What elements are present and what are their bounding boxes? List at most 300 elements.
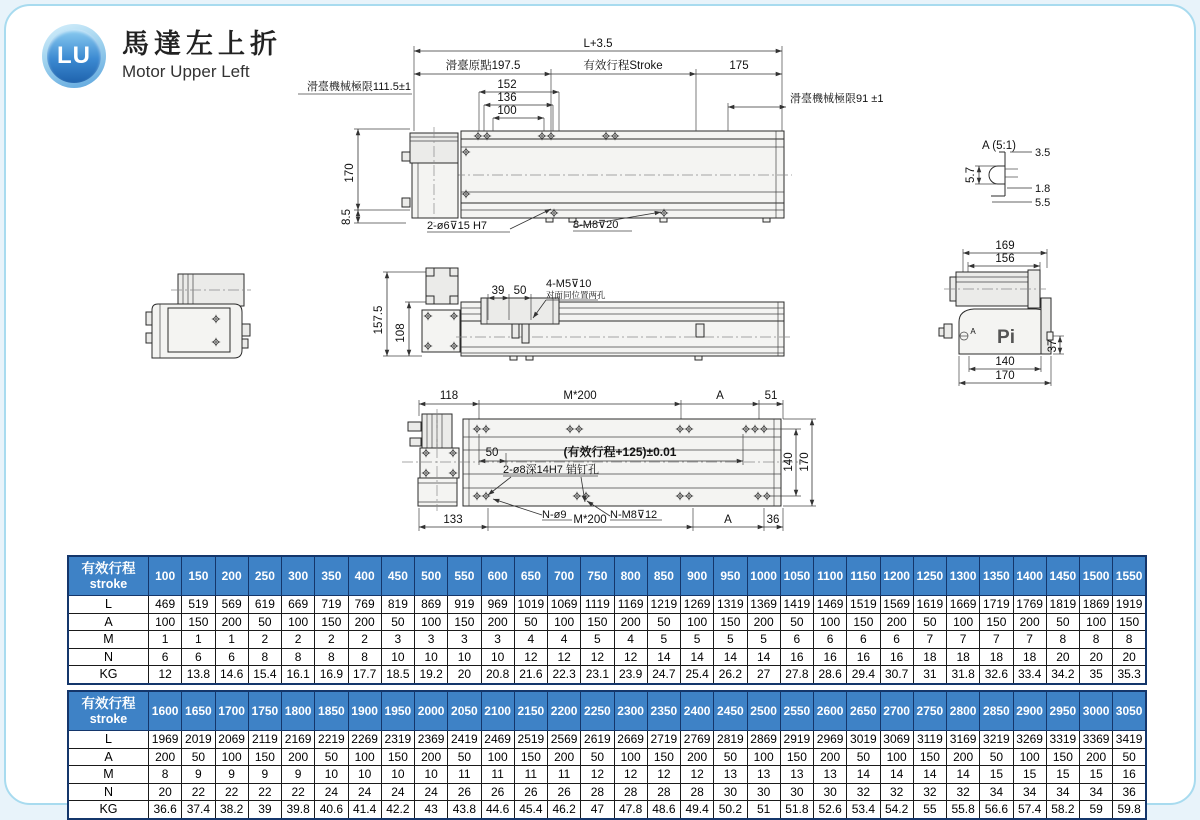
dim-152: 152 bbox=[497, 79, 517, 91]
table-cell: 2 bbox=[348, 631, 381, 649]
table-cell: 100 bbox=[880, 748, 913, 766]
front-view bbox=[298, 38, 883, 232]
column-header: 2150 bbox=[514, 691, 547, 731]
table-cell: 32.6 bbox=[980, 666, 1013, 684]
page-panel bbox=[4, 4, 1196, 817]
dim-stroke: 有效行程Stroke bbox=[583, 60, 663, 72]
table-cell: 24 bbox=[348, 783, 381, 801]
table-cell: 34 bbox=[1046, 783, 1079, 801]
table-cell: 2169 bbox=[282, 731, 315, 749]
table-cell: 32 bbox=[847, 783, 880, 801]
table-cell: 100 bbox=[614, 748, 647, 766]
label-nm8-holes: N-M8⊽12 bbox=[610, 509, 658, 521]
table-cell: 26 bbox=[548, 783, 581, 801]
table-cell: 27 bbox=[747, 666, 780, 684]
plan-view bbox=[402, 390, 816, 531]
table-cell: 46.2 bbox=[548, 801, 581, 819]
table-cell: 2819 bbox=[714, 731, 747, 749]
dim-51: 51 bbox=[764, 390, 778, 402]
table-cell: 20 bbox=[1046, 648, 1079, 666]
table-cell: 1 bbox=[182, 631, 215, 649]
table-cell: 200 bbox=[1080, 748, 1113, 766]
dim-156: 156 bbox=[995, 253, 1015, 265]
table-cell: 51.8 bbox=[780, 801, 813, 819]
column-header: 450 bbox=[381, 556, 414, 596]
detail-a-view bbox=[965, 140, 1050, 209]
column-header: 1250 bbox=[913, 556, 946, 596]
table-cell: 200 bbox=[947, 748, 980, 766]
table-cell: 1369 bbox=[747, 596, 780, 614]
table-cell: 1669 bbox=[947, 596, 980, 614]
table-cell: 150 bbox=[780, 748, 813, 766]
table-cell: 100 bbox=[481, 748, 514, 766]
table-row bbox=[68, 631, 1146, 649]
column-header: 2700 bbox=[880, 691, 913, 731]
row-label: N bbox=[68, 648, 149, 666]
table-cell: 200 bbox=[282, 748, 315, 766]
row-label: M bbox=[68, 766, 149, 784]
table-cell: 4 bbox=[548, 631, 581, 649]
table-cell: 39 bbox=[248, 801, 281, 819]
table-cell: 8 bbox=[149, 766, 182, 784]
dim-100: 100 bbox=[497, 105, 517, 117]
stroke-table-2 bbox=[67, 690, 1147, 820]
table-cell: 12 bbox=[614, 648, 647, 666]
row-label: N bbox=[68, 783, 149, 801]
dim-157-5: 157.5 bbox=[373, 305, 385, 335]
table-cell: 100 bbox=[215, 748, 248, 766]
table-cell: 34 bbox=[1013, 783, 1046, 801]
table-cell: 37.4 bbox=[182, 801, 215, 819]
table-cell: 20 bbox=[448, 666, 481, 684]
page-title: 馬達左上折 bbox=[122, 29, 282, 60]
table-cell: 3 bbox=[415, 631, 448, 649]
table-cell: 3219 bbox=[980, 731, 1013, 749]
column-header: 2450 bbox=[714, 691, 747, 731]
table-cell: 20.8 bbox=[481, 666, 514, 684]
table-cell: 100 bbox=[747, 748, 780, 766]
column-header: 3000 bbox=[1080, 691, 1113, 731]
column-header: 2650 bbox=[847, 691, 880, 731]
table-cell: 23.1 bbox=[581, 666, 614, 684]
table-cell: 9 bbox=[182, 766, 215, 784]
table-cell: 34.2 bbox=[1046, 666, 1079, 684]
table-cell: 39.8 bbox=[282, 801, 315, 819]
column-header: 2050 bbox=[448, 691, 481, 731]
table-cell: 5 bbox=[747, 631, 780, 649]
table-cell: 10 bbox=[315, 766, 348, 784]
table-cell: 20 bbox=[1080, 648, 1113, 666]
column-header: 1600 bbox=[149, 691, 182, 731]
table-cell: 28.6 bbox=[814, 666, 847, 684]
table-cell: 200 bbox=[348, 613, 381, 631]
table-cell: 22 bbox=[182, 783, 215, 801]
table-row bbox=[68, 748, 1146, 766]
table-cell: 3369 bbox=[1080, 731, 1113, 749]
table-cell: 150 bbox=[448, 613, 481, 631]
dim-stroke-tolerance: (有效行程+125)±0.01 bbox=[563, 445, 677, 459]
row-label: A bbox=[68, 748, 149, 766]
column-header: 1950 bbox=[381, 691, 414, 731]
table-cell: 719 bbox=[315, 596, 348, 614]
column-header: 2750 bbox=[913, 691, 946, 731]
table-cell: 8 bbox=[248, 648, 281, 666]
table-cell: 1719 bbox=[980, 596, 1013, 614]
table-cell: 1069 bbox=[548, 596, 581, 614]
dim-50-side: 50 bbox=[513, 285, 527, 297]
table-cell: 50.2 bbox=[714, 801, 747, 819]
detail-dim-3-5: 3.5 bbox=[1035, 147, 1051, 159]
table-cell: 2069 bbox=[215, 731, 248, 749]
column-header: 2900 bbox=[1013, 691, 1046, 731]
column-header: 1800 bbox=[282, 691, 315, 731]
table-cell: 15.4 bbox=[248, 666, 281, 684]
table-cell: 50 bbox=[381, 613, 414, 631]
column-header: 2200 bbox=[548, 691, 581, 731]
table-row bbox=[68, 766, 1146, 784]
table-cell: 50 bbox=[647, 613, 680, 631]
table-cell: 16 bbox=[1113, 766, 1146, 784]
column-header: 1300 bbox=[947, 556, 980, 596]
table-cell: 100 bbox=[681, 613, 714, 631]
table-cell: 33.4 bbox=[1013, 666, 1046, 684]
table-cell: 24 bbox=[315, 783, 348, 801]
table-cell: 35 bbox=[1080, 666, 1113, 684]
dim-133: 133 bbox=[443, 514, 463, 526]
table-cell: 30 bbox=[814, 783, 847, 801]
table-cell: 2 bbox=[248, 631, 281, 649]
table-row bbox=[68, 801, 1146, 819]
table-cell: 36.6 bbox=[149, 801, 182, 819]
column-header: 2500 bbox=[747, 691, 780, 731]
table-cell: 1519 bbox=[847, 596, 880, 614]
column-header: 250 bbox=[248, 556, 281, 596]
table-cell: 1169 bbox=[614, 596, 647, 614]
table-row bbox=[68, 596, 1146, 614]
table-cell: 44.6 bbox=[481, 801, 514, 819]
table-cell: 8 bbox=[348, 648, 381, 666]
table-cell: 8 bbox=[1046, 631, 1079, 649]
table-cell: 59.8 bbox=[1113, 801, 1146, 819]
column-header: 2350 bbox=[647, 691, 680, 731]
table-cell: 16.1 bbox=[282, 666, 315, 684]
label-m5-holes: 4-M5⊽10 bbox=[546, 278, 592, 290]
stroke-table-1 bbox=[67, 555, 1147, 685]
table-cell: 6 bbox=[814, 631, 847, 649]
table-cell: 36 bbox=[1113, 783, 1146, 801]
table-cell: 25.4 bbox=[681, 666, 714, 684]
table-cell: 18 bbox=[980, 648, 1013, 666]
table-cell: 2719 bbox=[647, 731, 680, 749]
table-cell: 1769 bbox=[1013, 596, 1046, 614]
table-cell: 28 bbox=[614, 783, 647, 801]
table-cell: 150 bbox=[1046, 748, 1079, 766]
table-cell: 200 bbox=[548, 748, 581, 766]
table-cell: 43 bbox=[415, 801, 448, 819]
table-cell: 22.3 bbox=[548, 666, 581, 684]
table-cell: 2 bbox=[282, 631, 315, 649]
table-cell: 50 bbox=[847, 748, 880, 766]
table-cell: 200 bbox=[215, 613, 248, 631]
table-cell: 23.9 bbox=[614, 666, 647, 684]
table-cell: 16 bbox=[880, 648, 913, 666]
table-cell: 4 bbox=[514, 631, 547, 649]
column-header: 1400 bbox=[1013, 556, 1046, 596]
table-cell: 150 bbox=[647, 748, 680, 766]
column-header: 1500 bbox=[1080, 556, 1113, 596]
table-cell: 9 bbox=[282, 766, 315, 784]
dim-170-end: 170 bbox=[995, 370, 1015, 382]
table-cell: 1319 bbox=[714, 596, 747, 614]
table-cell: 54.2 bbox=[880, 801, 913, 819]
dim-8-5: 8.5 bbox=[341, 209, 353, 225]
table-cell: 200 bbox=[880, 613, 913, 631]
column-header: 1000 bbox=[747, 556, 780, 596]
table-cell: 57.4 bbox=[1013, 801, 1046, 819]
table-cell: 11 bbox=[481, 766, 514, 784]
label-m5-note: 对面同位置两孔 bbox=[546, 290, 606, 300]
table-cell: 15 bbox=[980, 766, 1013, 784]
detail-dim-1-8: 1.8 bbox=[1035, 183, 1051, 195]
table-cell: 10 bbox=[481, 648, 514, 666]
table-cell: 150 bbox=[1113, 613, 1146, 631]
table-cell: 5 bbox=[681, 631, 714, 649]
table-cell: 14 bbox=[847, 766, 880, 784]
column-header: 950 bbox=[714, 556, 747, 596]
column-header: 150 bbox=[182, 556, 215, 596]
table-cell: 24 bbox=[415, 783, 448, 801]
table-cell: 10 bbox=[381, 648, 414, 666]
table-cell: 16 bbox=[847, 648, 880, 666]
table-cell: 18.5 bbox=[381, 666, 414, 684]
table-cell: 469 bbox=[149, 596, 182, 614]
table-cell: 3269 bbox=[1013, 731, 1046, 749]
table-cell: 100 bbox=[282, 613, 315, 631]
table-cell: 14 bbox=[647, 648, 680, 666]
table-cell: 10 bbox=[415, 648, 448, 666]
dim-39: 39 bbox=[491, 285, 505, 297]
table-cell: 100 bbox=[348, 748, 381, 766]
table-cell: 50 bbox=[980, 748, 1013, 766]
table-cell: 100 bbox=[1013, 748, 1046, 766]
table-cell: 55 bbox=[913, 801, 946, 819]
table-cell: 14 bbox=[913, 766, 946, 784]
table-cell: 5 bbox=[581, 631, 614, 649]
table-cell: 2969 bbox=[814, 731, 847, 749]
table-cell: 6 bbox=[880, 631, 913, 649]
column-header: 1550 bbox=[1113, 556, 1146, 596]
column-header: 2300 bbox=[614, 691, 647, 731]
detail-dim-5-7: 5.7 bbox=[965, 167, 977, 183]
table-cell: 14 bbox=[880, 766, 913, 784]
column-header: 1150 bbox=[847, 556, 880, 596]
column-header: 500 bbox=[415, 556, 448, 596]
table-cell: 3419 bbox=[1113, 731, 1146, 749]
table-cell: 150 bbox=[381, 748, 414, 766]
table-cell: 30 bbox=[747, 783, 780, 801]
table-cell: 14.6 bbox=[215, 666, 248, 684]
column-header: 1200 bbox=[880, 556, 913, 596]
dim-175: 175 bbox=[729, 60, 749, 72]
page-subtitle: Motor Upper Left bbox=[122, 61, 250, 81]
column-header: 3050 bbox=[1113, 691, 1146, 731]
table-cell: 11 bbox=[448, 766, 481, 784]
detail-a-title: A (5:1) bbox=[982, 140, 1016, 152]
technical-drawing bbox=[6, 6, 1200, 551]
table-cell: 2519 bbox=[514, 731, 547, 749]
table-cell: 2019 bbox=[182, 731, 215, 749]
column-header: 2800 bbox=[947, 691, 980, 731]
table-cell: 34 bbox=[1080, 783, 1113, 801]
table-cell: 19.2 bbox=[415, 666, 448, 684]
table-cell: 31.8 bbox=[947, 666, 980, 684]
table-cell: 30.7 bbox=[880, 666, 913, 684]
dim-140-end: 140 bbox=[995, 356, 1015, 368]
table-cell: 43.8 bbox=[448, 801, 481, 819]
table-cell: 6 bbox=[847, 631, 880, 649]
table-cell: 48.6 bbox=[647, 801, 680, 819]
table-cell: 32 bbox=[913, 783, 946, 801]
dim-slide-origin: 滑臺原點197.5 bbox=[445, 60, 521, 72]
table-cell: 200 bbox=[747, 613, 780, 631]
column-header: 2850 bbox=[980, 691, 1013, 731]
table-cell: 59 bbox=[1080, 801, 1113, 819]
table-cell: 969 bbox=[481, 596, 514, 614]
table-row bbox=[68, 666, 1146, 684]
dim-169: 169 bbox=[995, 240, 1015, 252]
table-row bbox=[68, 613, 1146, 631]
table-cell: 100 bbox=[947, 613, 980, 631]
column-header: 1700 bbox=[215, 691, 248, 731]
table-cell: 17.7 bbox=[348, 666, 381, 684]
table-cell: 42.2 bbox=[381, 801, 414, 819]
table-cell: 1 bbox=[215, 631, 248, 649]
table-cell: 34 bbox=[980, 783, 1013, 801]
table-cell: 1819 bbox=[1046, 596, 1079, 614]
table-cell: 56.6 bbox=[980, 801, 1013, 819]
table-cell: 18 bbox=[947, 648, 980, 666]
table-cell: 51 bbox=[747, 801, 780, 819]
table-cell: 1969 bbox=[149, 731, 182, 749]
dim-limit-left: 滑臺機械極限111.5±1 bbox=[306, 81, 411, 93]
column-header: 400 bbox=[348, 556, 381, 596]
table-cell: 14 bbox=[681, 648, 714, 666]
table-cell: 1469 bbox=[814, 596, 847, 614]
table-cell: 2219 bbox=[315, 731, 348, 749]
column-header: 350 bbox=[315, 556, 348, 596]
table-cell: 15 bbox=[1080, 766, 1113, 784]
stroke-header-cell: 有效行程 stroke bbox=[68, 691, 149, 731]
table-cell: 1919 bbox=[1113, 596, 1146, 614]
table-cell: 50 bbox=[714, 748, 747, 766]
table-cell: 30 bbox=[780, 783, 813, 801]
table-cell: 5 bbox=[647, 631, 680, 649]
row-label: A bbox=[68, 613, 149, 631]
table-cell: 26 bbox=[481, 783, 514, 801]
table-cell: 11 bbox=[514, 766, 547, 784]
table-cell: 22 bbox=[215, 783, 248, 801]
table-cell: 13 bbox=[747, 766, 780, 784]
table-cell: 12 bbox=[149, 666, 182, 684]
label-dowel-holes: 2-ø6⊽15 H7 bbox=[427, 220, 488, 232]
row-label: M bbox=[68, 631, 149, 649]
table-cell: 55.8 bbox=[947, 801, 980, 819]
table-cell: 3119 bbox=[913, 731, 946, 749]
table-cell: 1119 bbox=[581, 596, 614, 614]
dim-m200-top: M*200 bbox=[563, 390, 597, 402]
row-label: L bbox=[68, 596, 149, 614]
table-cell: 7 bbox=[947, 631, 980, 649]
table-cell: 12 bbox=[581, 648, 614, 666]
table-cell: 2269 bbox=[348, 731, 381, 749]
table-cell: 2919 bbox=[780, 731, 813, 749]
table-cell: 14 bbox=[747, 648, 780, 666]
column-header: 1900 bbox=[348, 691, 381, 731]
table-cell: 3319 bbox=[1046, 731, 1079, 749]
table-cell: 18 bbox=[1013, 648, 1046, 666]
table-cell: 200 bbox=[614, 613, 647, 631]
dim-37: 37 bbox=[1047, 339, 1059, 353]
table-cell: 100 bbox=[415, 613, 448, 631]
column-header: 2000 bbox=[415, 691, 448, 731]
table-cell: 12 bbox=[581, 766, 614, 784]
table-cell: 58.2 bbox=[1046, 801, 1079, 819]
table-cell: 669 bbox=[282, 596, 315, 614]
table-cell: 2769 bbox=[681, 731, 714, 749]
table-cell: 13 bbox=[714, 766, 747, 784]
stroke-header-cell: 有效行程 stroke bbox=[68, 556, 149, 596]
table-cell: 28 bbox=[681, 783, 714, 801]
table-cell: 12 bbox=[681, 766, 714, 784]
table-row bbox=[68, 731, 1146, 749]
table-cell: 7 bbox=[1013, 631, 1046, 649]
table-cell: 31 bbox=[913, 666, 946, 684]
table-cell: 2 bbox=[315, 631, 348, 649]
table-cell: 8 bbox=[282, 648, 315, 666]
table-cell: 47.8 bbox=[614, 801, 647, 819]
column-header: 850 bbox=[647, 556, 680, 596]
column-header: 650 bbox=[514, 556, 547, 596]
column-header: 2400 bbox=[681, 691, 714, 731]
table-cell: 32 bbox=[880, 783, 913, 801]
row-label: KG bbox=[68, 801, 149, 819]
dim-136: 136 bbox=[497, 92, 517, 104]
table-cell: 100 bbox=[149, 613, 182, 631]
dim-140-plan: 140 bbox=[783, 452, 795, 472]
table-cell: 50 bbox=[1046, 613, 1079, 631]
dim-50-plan: 50 bbox=[485, 447, 499, 459]
table-cell: 47 bbox=[581, 801, 614, 819]
table-cell: 12 bbox=[614, 766, 647, 784]
detail-a-marker: A bbox=[970, 327, 976, 336]
table-cell: 49.4 bbox=[681, 801, 714, 819]
table-cell: 7 bbox=[913, 631, 946, 649]
table-cell: 14 bbox=[714, 648, 747, 666]
table-cell: 150 bbox=[581, 613, 614, 631]
column-header: 2950 bbox=[1046, 691, 1079, 731]
table-cell: 1019 bbox=[514, 596, 547, 614]
dim-108: 108 bbox=[395, 323, 407, 343]
table-cell: 52.6 bbox=[814, 801, 847, 819]
table-cell: 150 bbox=[980, 613, 1013, 631]
column-header: 2100 bbox=[481, 691, 514, 731]
table-cell: 769 bbox=[348, 596, 381, 614]
label-pin-holes: 2-ø8深14H7 销钉孔 bbox=[503, 464, 599, 476]
table-cell: 13 bbox=[780, 766, 813, 784]
table-cell: 2619 bbox=[581, 731, 614, 749]
table-cell: 11 bbox=[548, 766, 581, 784]
table-cell: 50 bbox=[315, 748, 348, 766]
